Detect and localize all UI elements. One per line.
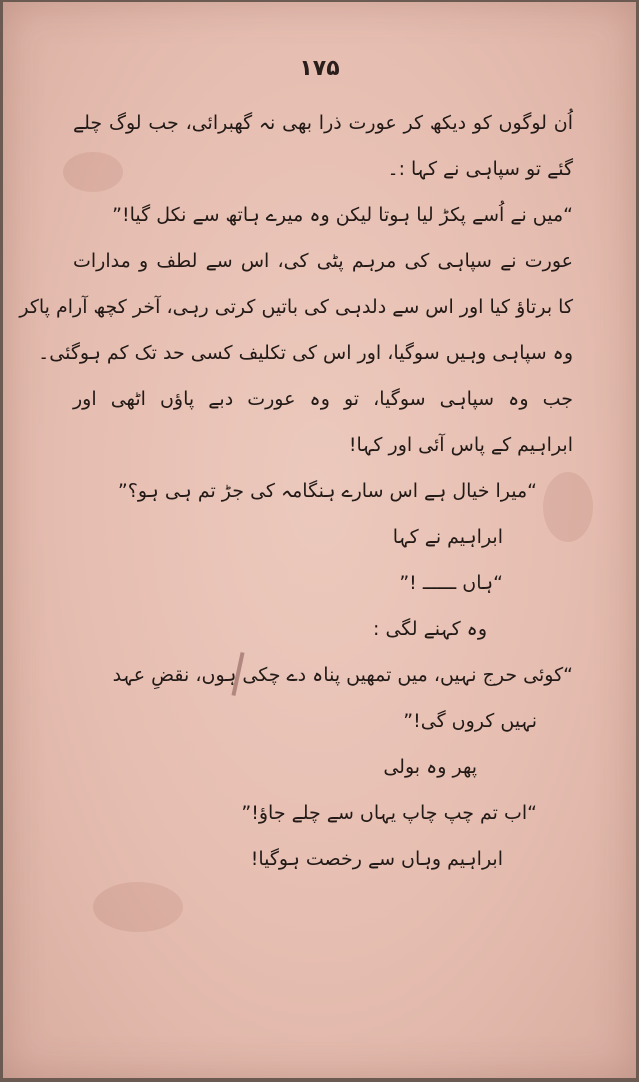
text-line: وہ کہنے لگی :	[373, 618, 487, 640]
text-line: گئے تو سپاہی نے کہا :۔	[387, 158, 573, 180]
text-line: “کوئی حرج نہیں، میں تمھیں پناہ دے چکی ہوں، نقضِ عہد	[112, 664, 573, 686]
page-text	[19, 100, 573, 882]
text-line: ابراہیم کے پاس آئی اور کہا!	[348, 434, 573, 456]
text-line: کا برتاؤ کیا اور اس سے دلدہی کی باتیں کرتی رہی، آخر کچھ آرام پاکر	[19, 296, 573, 318]
text-line: “اب تم چپ چاپ یہاں سے چلے جاؤ!”	[241, 802, 537, 824]
paper-stain	[93, 882, 183, 932]
text-line: “ہاں ــــــ !”	[399, 572, 503, 594]
text-line: عورت نے سپاہی کی مرہم پٹی کی، اس سے لطف و مدارات	[73, 250, 573, 272]
text-line: پھر وہ بولی	[383, 756, 477, 778]
page-number: ۱۷۵	[299, 56, 340, 81]
text-line: ابراہیم وہاں سے رخصت ہوگیا!	[250, 848, 503, 870]
text-line: نہیں کروں گی!”	[403, 710, 537, 732]
text-line: ابراہیم نے کہا	[392, 526, 503, 548]
text-line: جب وہ سپاہی سوگیا، تو وہ عورت دبے پاؤں اٹھی اور	[73, 388, 573, 410]
text-line: اُن لوگوں کو دیکھ کر عورت ذرا بھی نہ گھبرائی، جب لوگ چلے	[73, 112, 573, 134]
book-page	[3, 2, 636, 1078]
text-line: “میرا خیال ہے اس سارے ہنگامہ کی جڑ تم ہی ہو؟”	[117, 480, 537, 502]
text-line: وہ سپاہی وہیں سوگیا، اور اس کی تکلیف کسی حد تک کم ہوگئی۔	[38, 342, 573, 364]
text-line: “میں نے اُسے پکڑ لیا ہوتا لیکن وہ میرے ہاتھ سے نکل گیا!”	[112, 204, 573, 226]
